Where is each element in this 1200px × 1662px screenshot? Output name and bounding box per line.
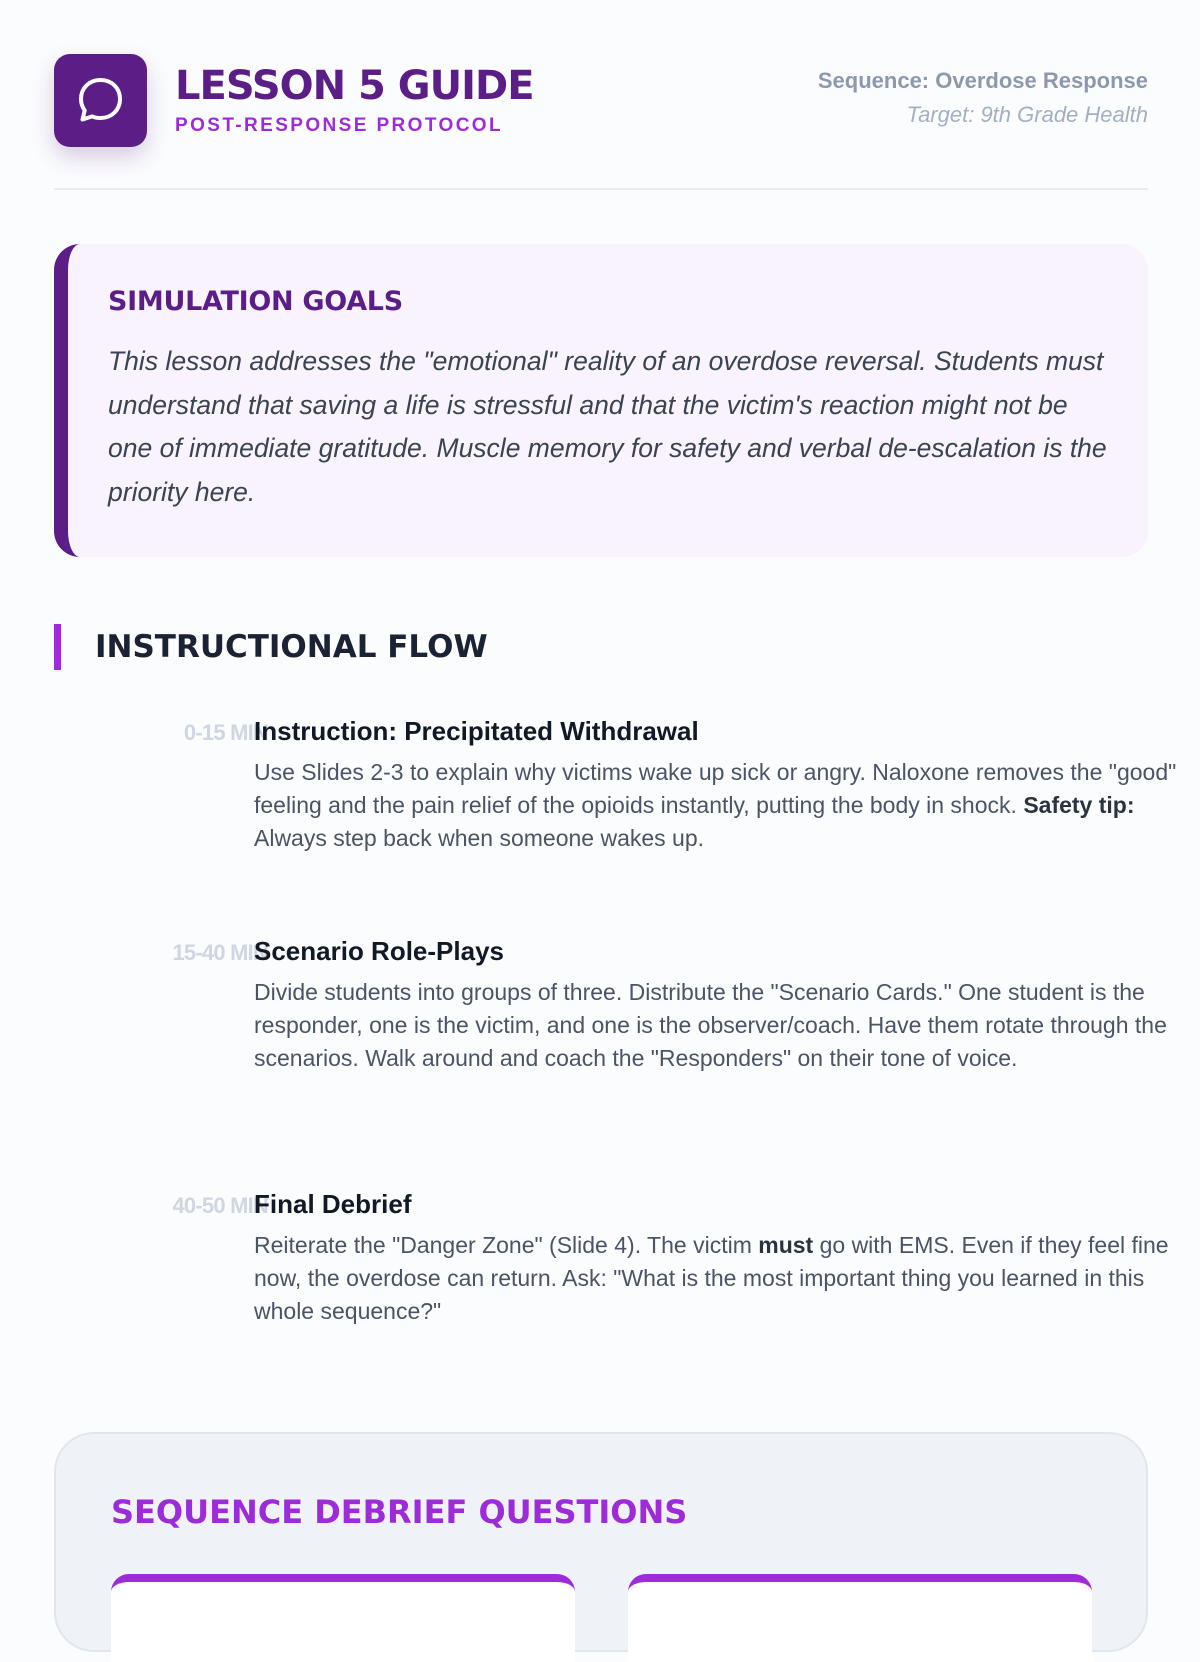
flow-step-body [254, 1187, 1198, 1328]
target-label: Target: 9th Grade Health [906, 102, 1148, 127]
flow-step-description [254, 756, 1198, 855]
instructional-flow-heading: INSTRUCTIONAL FLOW [54, 624, 488, 670]
flow-step-title: Scenario Role-Plays [254, 936, 504, 966]
description-emphasis: Safety tip: [1023, 792, 1135, 818]
flow-step-description [254, 1229, 1198, 1328]
description-emphasis: must [758, 1232, 814, 1258]
debrief-title: SEQUENCE DEBRIEF QUESTIONS [111, 1493, 688, 1531]
page-subtitle: POST-RESPONSE PROTOCOL [175, 115, 503, 136]
goals-text: This lesson addresses the "emotional" reality of an overdose reversal. Students must understand that saving a life is stressful and that the victim's reaction might not be one of immediate gratitude. Muscle memory for safety and verbal de-escalation is the priority here. [108, 346, 1107, 507]
goals-title: SIMULATION GOALS [108, 286, 403, 317]
debrief-question-card [111, 1574, 575, 1662]
description-text: Reiterate the "Danger Zone" (Slide 4). The victim [254, 1232, 759, 1258]
flow-step-time: 40-50 MIN [172, 1193, 268, 1218]
description-text: Always step back when someone wakes up. [254, 825, 705, 851]
flow-step-description: Divide students into groups of three. Distribute the "Scenario Cards." One student is the responder, one is the victim, and one is the observer/coach. Have them rotate through the scenarios. Walk around and coach the "Responders" on their tone of voice. [254, 979, 1167, 1071]
debrief-question-card [628, 1574, 1092, 1662]
flow-step-title: Instruction: Precipitated Withdrawal [254, 716, 699, 746]
debrief-questions-panel [54, 1432, 1148, 1652]
flow-step-time: 15-40 MIN [172, 940, 268, 965]
flow-step-body [254, 714, 1198, 855]
flow-step-time: 0-15 MIN [183, 720, 268, 745]
sequence-label: Sequence: Overdose Response [817, 68, 1148, 93]
simulation-goals-card [54, 244, 1148, 557]
page-title: LESSON 5 GUIDE [175, 63, 534, 109]
lesson-logo [54, 54, 147, 147]
description-text: go with EMS. Even if they feel fine now, the overdose can return. Ask: "What is the most important thing you learned in this whole sequence?" [254, 1232, 1169, 1324]
description-text: Use Slides 2-3 to explain why victims wake up sick or angry. Naloxone removes the "good" feeling and the pain relief of the opioids instantly, putting the body in shock. [254, 759, 1177, 818]
flow-step-title: Final Debrief [254, 1189, 412, 1219]
flow-step-body [254, 934, 1198, 1075]
lesson-header [54, 54, 1148, 190]
